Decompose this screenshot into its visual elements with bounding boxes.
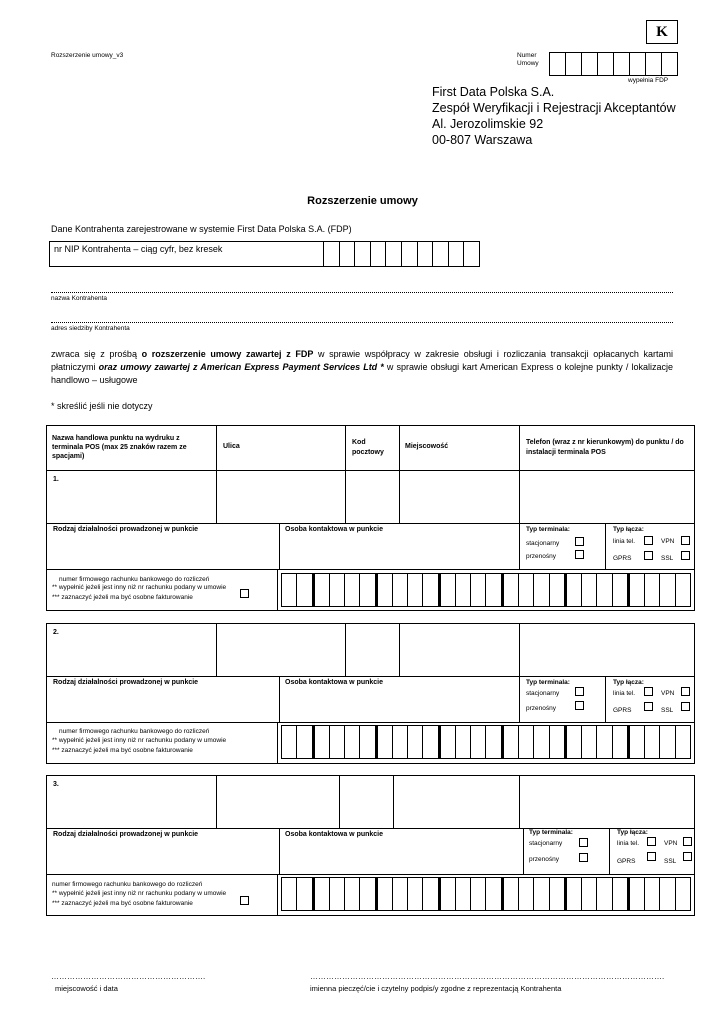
bank-account-field[interactable]: [281, 725, 691, 759]
col-phone-header: Telefon (wraz z nr kierunkowym) do punktu / do instalacji terminala POS: [526, 439, 684, 456]
contact-label: Osoba kontaktowa w punkcie: [285, 831, 384, 838]
numer-label: Numer: [517, 52, 537, 59]
address-line-4: 00-807 Warszawa: [432, 133, 533, 147]
numer-umowy-label: [517, 52, 539, 68]
ssl-checkbox[interactable]: [681, 551, 690, 560]
footnote: * skreślić jeśli nie dotyczy: [51, 401, 153, 411]
contract-number-field[interactable]: [549, 52, 678, 76]
para-part-2: w sprawie współpracy w zakresie obsługi i rozliczania transakcji opłacanych kartami płatniczymi: [51, 349, 673, 372]
date-dots[interactable]: ………………………………………………….: [51, 972, 206, 981]
acct-label-3: *** zaznaczyć jeżeli ma być osobne fakturowanie: [52, 594, 193, 601]
activity-label: Rodzaj działalności prowadzonej w punkcie: [53, 679, 199, 686]
stationary-checkbox[interactable]: [575, 537, 584, 546]
para-amex: oraz umowy zawartej z American Express Payment Services Ltd *: [98, 362, 384, 372]
gprs-label: GPRS: [613, 555, 632, 562]
nip-label: nr NIP Kontrahenta – ciąg cyfr, bez kresek: [54, 244, 223, 254]
address-line-3: Al. Jerozolimskie 92: [432, 117, 544, 131]
gprs-checkbox[interactable]: [644, 702, 653, 711]
separate-invoice-checkbox[interactable]: [240, 896, 249, 905]
activity-label: Rodzaj działalności prowadzonej w punkcie: [53, 831, 199, 838]
para-bold: o rozszerzenie umowy zawartej z FDP: [141, 349, 314, 359]
portable-checkbox[interactable]: [579, 853, 588, 862]
connection-type-label: Typ łącza:: [617, 829, 648, 836]
col-zip-header: Kod pocztowy: [352, 439, 384, 456]
portable-checkbox[interactable]: [575, 550, 584, 559]
ssl-checkbox[interactable]: [681, 702, 690, 711]
bank-account-field[interactable]: [281, 877, 691, 911]
intro-text: Dane Kontrahenta zarejestrowane w systemie First Data Polska S.A. (FDP): [51, 224, 352, 234]
stationary-label: stacjonarny: [526, 690, 560, 697]
acct-label-2: ** wypełnić jeżeli jest inny niż nr rachunku podany w umowie: [52, 890, 227, 897]
table-header: [46, 425, 695, 471]
umowy-label: Umowy: [517, 60, 539, 67]
row-number: 3.: [53, 781, 59, 788]
para-part-3: w sprawie obsługi kart American Express o kolejne punkty / lokalizacje handlowo – usługowe: [51, 362, 673, 385]
acct-label-2: ** wypełnić jeżeli jest inny niż nr rachunku podany w umowie: [52, 584, 227, 591]
ssl-label: SSL: [661, 555, 674, 562]
portable-label: przenośny: [526, 553, 556, 560]
portable-checkbox[interactable]: [575, 701, 584, 710]
stationary-label: stacjonarny: [529, 840, 563, 847]
phone-line-checkbox[interactable]: [644, 687, 653, 696]
point-block-1: [46, 470, 695, 611]
bank-account-field[interactable]: [281, 573, 691, 607]
col-city-header: Miejscowość: [405, 443, 449, 450]
separate-invoice-checkbox[interactable]: [240, 589, 249, 598]
ssl-label: SSL: [664, 858, 677, 865]
recipient-address: [432, 84, 676, 148]
row-number: 1.: [53, 476, 59, 483]
vpn-checkbox[interactable]: [683, 837, 692, 846]
contractor-address-field[interactable]: [51, 322, 673, 323]
contact-label: Osoba kontaktowa w punkcie: [285, 526, 384, 533]
terminal-type-label: Typ terminala:: [526, 526, 570, 533]
stationary-checkbox[interactable]: [579, 838, 588, 847]
phone-line-label: linia tel.: [613, 690, 636, 697]
contractor-name-field[interactable]: [51, 292, 673, 293]
filled-by-fdp-note: wypełnia FDP: [628, 77, 669, 84]
acct-label-3: *** zaznaczyć jeżeli ma być osobne fakturowanie: [52, 900, 193, 907]
activity-label: Rodzaj działalności prowadzonej w punkcie: [53, 526, 199, 533]
contractor-address-label: adres siedziby Kontrahenta: [51, 325, 130, 332]
acct-label-2: ** wypełnić jeżeli jest inny niż nr rachunku podany w umowie: [52, 737, 227, 744]
acct-label-3: *** zaznaczyć jeżeli ma być osobne fakturowanie: [52, 747, 193, 754]
terminal-type-label: Typ terminala:: [529, 829, 573, 836]
document-code: Rozszerzenie umowy_v3: [51, 52, 124, 59]
vpn-label: VPN: [661, 690, 675, 697]
row-number: 2.: [53, 629, 59, 636]
form-letter-box: K: [646, 20, 678, 44]
connection-type-label: Typ łącza:: [613, 526, 644, 533]
address-line-2: Zespół Weryfikacji i Rejestracji Akceptantów: [432, 101, 676, 115]
ssl-checkbox[interactable]: [683, 852, 692, 861]
place-date-label: miejscowość i data: [55, 984, 118, 993]
portable-label: przenośny: [526, 705, 556, 712]
vpn-label: VPN: [661, 538, 675, 545]
request-paragraph: [51, 348, 673, 387]
point-block-3: [46, 775, 695, 916]
phone-line-checkbox[interactable]: [644, 536, 653, 545]
acct-label-1: numer firmowego rachunku bankowego do rozliczeń: [59, 576, 210, 583]
signature-dots[interactable]: …………………………………………………………………………………………………………………….: [310, 972, 665, 981]
stationary-label: stacjonarny: [526, 540, 560, 547]
vpn-checkbox[interactable]: [681, 687, 690, 696]
gprs-checkbox[interactable]: [644, 551, 653, 560]
page-title: Rozszerzenie umowy: [307, 195, 418, 207]
gprs-label: GPRS: [617, 858, 636, 865]
vpn-label: VPN: [664, 840, 678, 847]
ssl-label: SSL: [661, 707, 674, 714]
phone-line-checkbox[interactable]: [647, 837, 656, 846]
connection-type-label: Typ łącza:: [613, 679, 644, 686]
nip-field[interactable]: [49, 241, 480, 267]
acct-label-1: numer firmowego rachunku bankowego do rozliczeń: [52, 881, 203, 888]
para-part-1: zwraca się z prośbą: [51, 349, 142, 359]
phone-line-label: linia tel.: [617, 840, 640, 847]
contractor-name-label: nazwa Kontrahenta: [51, 295, 108, 302]
terminal-type-label: Typ terminala:: [526, 679, 570, 686]
acct-label-1: numer firmowego rachunku bankowego do rozliczeń: [59, 728, 210, 735]
col-street-header: Ulica: [223, 443, 240, 450]
signature-label: imienna pieczęć/cie i czytelny podpis/y zgodne z reprezentacją Kontrahenta: [310, 984, 562, 993]
stationary-checkbox[interactable]: [575, 687, 584, 696]
gprs-checkbox[interactable]: [647, 852, 656, 861]
vpn-checkbox[interactable]: [681, 536, 690, 545]
gprs-label: GPRS: [613, 707, 632, 714]
phone-line-label: linia tel.: [613, 538, 636, 545]
col-name-header: Nazwa handlowa punktu na wydruku z terminala POS (max 25 znaków razem ze spacjami): [52, 435, 187, 460]
portable-label: przenośny: [529, 856, 559, 863]
point-block-2: [46, 623, 695, 764]
contact-label: Osoba kontaktowa w punkcie: [285, 679, 384, 686]
address-line-1: First Data Polska S.A.: [432, 85, 555, 99]
